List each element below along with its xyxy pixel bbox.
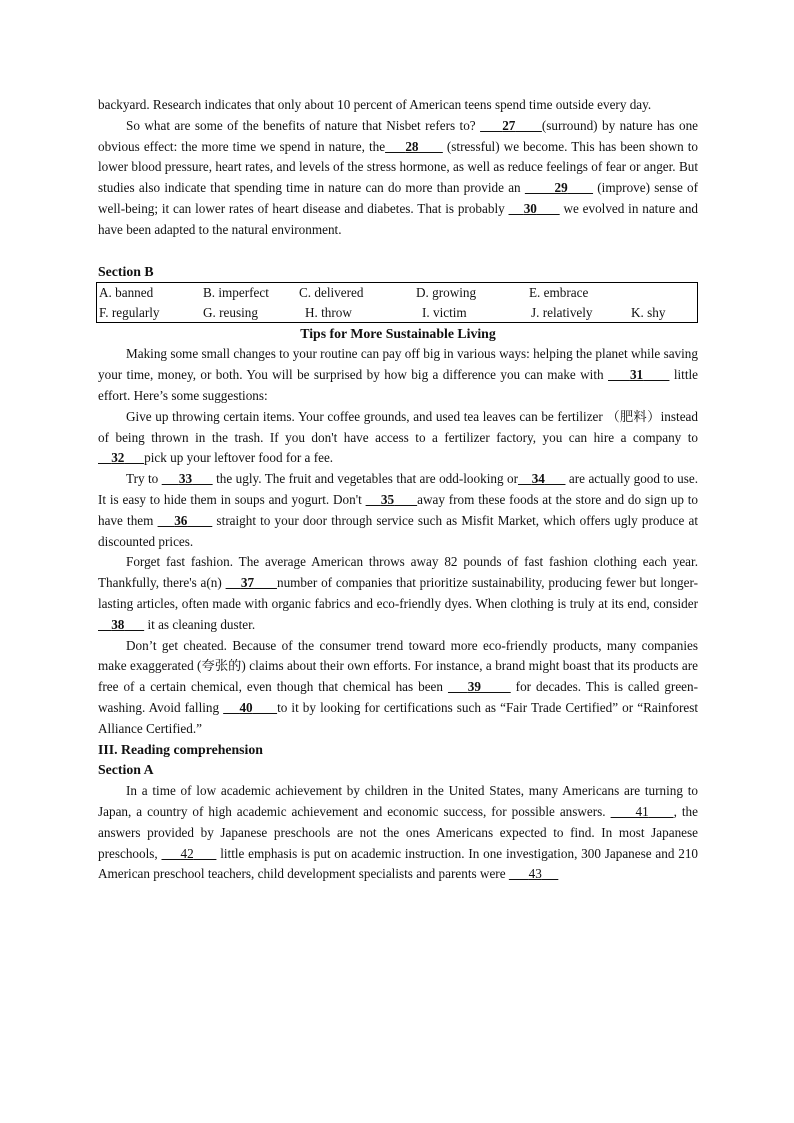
word-bank-option: H. throw	[297, 303, 414, 323]
word-bank-option: A. banned	[97, 283, 202, 303]
word-bank-option: G. reusing	[201, 303, 297, 323]
tips-paragraph-ugly: Try to 33 the ugly. The fruit and vegetables that are odd-looking or 34 are actually good to use. It is easy to hide them in soups and yogurt. Don't 35 away from these foods at the store and do sign up to have them 36 straight to your door through service such as Misfit Market, which offers ugly produce at discounted prices.	[98, 471, 699, 549]
word-bank-option: B. imperfect	[201, 283, 297, 303]
blank-30: 30	[523, 200, 537, 216]
blank-27: 27	[502, 117, 516, 133]
blank-37: 37	[240, 575, 255, 591]
reading-paragraph-japan: In a time of low academic achievement by children in the United States, many Americans are turning to Japan, a country of high academic achievement and economic success, for possible answers. 41 , the answers provided by Japanese preschools are not the ones Americans expected to find. In most Japanese preschools, 42 little emphasis is put on academic instruction. In one investigation, 300 Japanese and 210 American preschool teachers, child development specialists and parents were 43	[98, 783, 699, 882]
blank-28: 28	[405, 138, 419, 154]
reading-comprehension-heading: III. Reading comprehension	[98, 741, 263, 757]
passage-continuation: backyard. Research indicates that only about 10 percent of American teens spend time outside every day.	[98, 97, 652, 112]
blank-38: 38	[111, 616, 125, 632]
word-bank-option: K. shy	[629, 303, 698, 323]
blank-36: 36	[174, 512, 188, 528]
word-bank-option	[629, 283, 698, 303]
tips-paragraph-throwing: Give up throwing certain items. Your coffee grounds, and used tea leaves can be fertilizer （肥料）instead of being thrown in the trash. If you don't have access to a fertilizer factory, you can hire a company to 32 pick up your leftover food for a fee.	[98, 408, 698, 466]
word-bank-option: D. growing	[414, 283, 527, 303]
word-bank-option: E. embrace	[527, 283, 629, 303]
tips-paragraph-intro: Making some small changes to your routine can pay off big in various ways: helping the planet while saving your time, money, or both. You will be surprised by how big a difference you can make with 31 little effort. Here’s some suggestions:	[98, 346, 698, 403]
word-bank-option: I. victim	[414, 303, 527, 323]
blank-40: 40	[239, 699, 253, 715]
passage-paragraph-benefits: So what are some of the benefits of nature that Nisbet refers to? 27 (surround) by nature has one obvious effect: the more time we spend in nature, the 28 (stressful) we become. This has been shown to lower blood pressure, heart rates, and levels of the stress hormone, as well as reduce feelings of fear or anger. But studies also indicate that spending time in nature can do more than provide an 29 (improve) sense of well-being; it can lower rates of heart disease and diabetes. That is probably 30 we evolved in nature and have been adapted to the natural environment.	[98, 117, 699, 237]
blank-33: 33	[178, 471, 193, 487]
section-a-heading: Section A	[98, 762, 154, 778]
blank-43: 43	[528, 866, 542, 882]
blank-31: 31	[629, 367, 644, 383]
blank-39: 39	[467, 679, 481, 695]
section-b-heading: Section B	[98, 263, 154, 279]
tips-paragraph-fashion: Forget fast fashion. The average American throws away 82 pounds of fast fashion clothing each year. Thankfully, there's a(n) 37 number of companies that prioritize sustainability, producing fewer but longer-lasting articles, often made with organic fabrics and eco-friendly dyes. When clothing is truly at its end, consider 38 it as cleaning duster.	[98, 554, 699, 632]
blank-35: 35	[380, 491, 395, 507]
blank-42: 42	[180, 845, 194, 861]
word-bank-option: C. delivered	[297, 283, 414, 303]
blank-32: 32	[111, 450, 125, 466]
word-bank	[96, 282, 698, 323]
word-bank-option: F. regularly	[97, 303, 202, 323]
passage-title: Tips for More Sustainable Living	[300, 326, 496, 342]
blank-29: 29	[554, 180, 568, 196]
document-page	[98, 95, 698, 885]
blank-34: 34	[531, 471, 545, 487]
word-bank-option: J. relatively	[527, 303, 629, 323]
blank-41: 41	[635, 803, 649, 819]
tips-paragraph-cheated: Don’t get cheated. Because of the consumer trend toward more eco-friendly products, many companies make exaggerated (夸张的) claims about their own efforts. For instance, a brand might boast that its products are free of a certain chemical, even though that chemical has been 39 for decades. This is called green-washing. Avoid falling 40 to it by looking for certifications such as “Fair Trade Certified” or “Rainforest Alliance Certified.”	[98, 637, 699, 736]
